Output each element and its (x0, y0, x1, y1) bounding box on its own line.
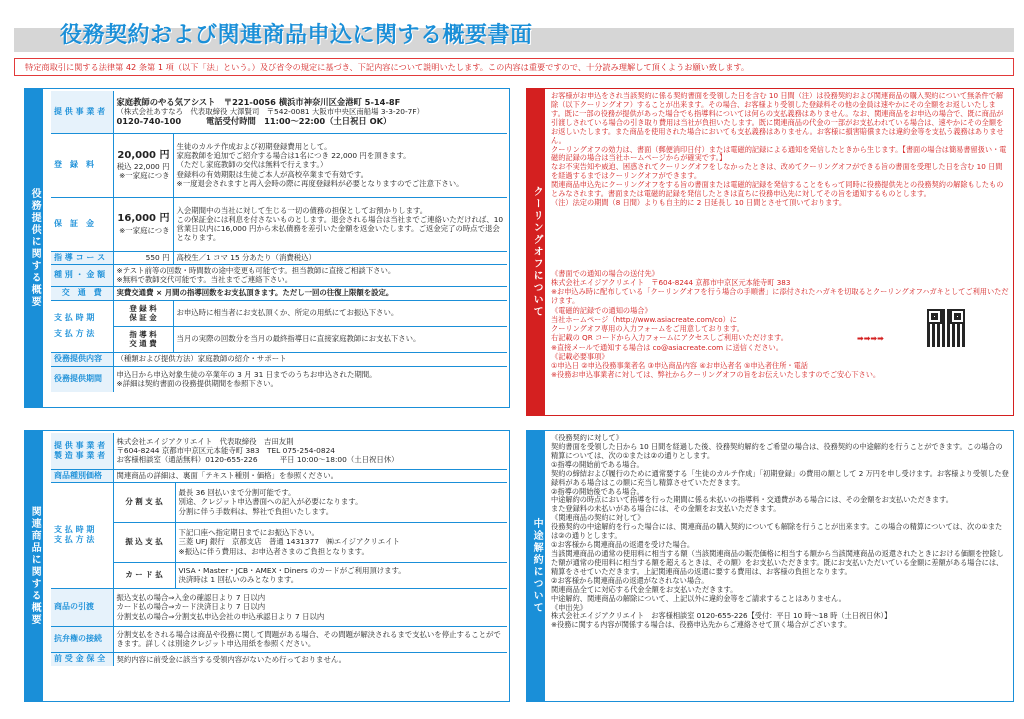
pay-time-label: 支 払 時 期 (54, 313, 95, 323)
pay-method-label: 支 払 方 法 (54, 329, 95, 338)
deposit-unit: ※一家庭につき (119, 225, 170, 235)
card-label: カ ー ド 払 (113, 562, 175, 588)
type-label: 種 別 ・ 金 額 (51, 264, 113, 286)
deposit-label: 保 証 金 (51, 197, 113, 251)
electronic-text: 当社ホームページ（http://www.asiacreate.com/co）に クーリングオフ専用の入力フォームをご用意しております。 右記載の QR コードから入力フォームにアクセスしご利用いただけます。 (551, 315, 788, 342)
cancel-panel (526, 430, 1014, 702)
type-text: ※テスト前等の回数・時間数の途中変更も可能です。担当教師に直接ご相談下さい。 ※無料で教師交代可能です。当社までご連絡下さい。 (113, 264, 507, 286)
delivery-label: 商品の引渡 (51, 588, 113, 626)
sender-title: 《書面での通知の場合の送付先》 (551, 269, 659, 278)
split-text: 最長 36 回払いまで分割可能です。 別途、クレジット申込書面への記入が必要になります。 分割に伴う手数料は、弊社で負担いたします。 (175, 482, 507, 522)
arrows-to-qr: ➡➡➡➡ (857, 334, 884, 343)
goods-table (51, 433, 507, 666)
provider-line-1: 家庭教師のやる気アシスト 〒221-0056 横浜市神奈川区金港町 5-14-8F (116, 97, 401, 108)
content-label: 役務提供内容 (51, 352, 113, 366)
advance-label: 前 受 金 保 全 (51, 652, 113, 666)
split-label: 分 割 支 払 (113, 482, 175, 522)
pay-sub-2: 指 導 料 交 通 費 (113, 326, 173, 352)
registration-text: 生徒のカルテ作成および初期登録費用として。 家庭教師を追加でご紹介する場合は1名につき 22,000 円を頂きます。 （ただし家庭教師の交代は無料で行えます。） 登録料の有効期限は生徒ご本人が高校卒業まで有効です。 ※一度退会されますと再入会時の際に再度登録料が必要となりますのでご注意下さい。 (173, 133, 507, 197)
electronic-title: 《電磁的記録での通知の場合》 (551, 306, 652, 315)
page-title: 役務契約および関連商品申込に関する概要書面 (60, 23, 533, 48)
registration-amount: 20,000 円 (117, 149, 170, 161)
cooling-tab: クーリングオフについて (527, 89, 545, 415)
cooling-panel (526, 88, 1014, 416)
defense-label: 抗弁権の接続 (51, 626, 113, 652)
transfer-label: 振 込 支 払 (113, 522, 175, 562)
service-table (51, 91, 507, 392)
transport-text: 実費交通費 × 月間の指導回数をお支払頂きます。ただし一回の往復上限額を設定。 (113, 286, 507, 300)
deposit-amount: 16,000 円 (117, 213, 170, 225)
pay-text-1: お申込時に相当者にお支払頂くか、所定の用紙にてお振込下さい。 (173, 300, 507, 326)
period-text: 申込日から申込対象生徒の卒業年の 3 月 31 日までのうちお申込された期間。 ※詳細は契約書面の役務提供期間を参照下さい。 (116, 370, 377, 389)
cancel-tab: 中途解約について (527, 431, 545, 701)
email-text: ※直接メールで通知する場合は co@asiacreate.com に送信ください。 (551, 343, 783, 352)
content-text: （種類および提供方法）家庭教師の紹介・サポート (113, 352, 507, 366)
defense-text: 分割支払をされる場合は商品や役務に関して問題がある場合、その問題が解決されるまで支払いを停止することができます。詳しくは別途クレジット申込用紙を参照ください。 (113, 626, 507, 652)
cooling-body: お客様がお申込をされ当該契約に係る契約書面を受領した日を含む 10 日間（注）は役務契約および関連商品の購入契約について無条件で解除（以下クーリングオフ）することが出来ます。その場合、お客様より受領した登録料その他の金員は速やかにその全額をお返しいたします。既に一部の役務が提供があった場合でも指導料については何らの支払義務はありません。なお、関連商品をお申込の場合で、既に商品が引渡しされている場合の引き取り費用は当社が負担いたします。既に関連商品の代金の一部がお支払われている場合は、速やかにその全額をお返しいたします。また商品を使用された場合においても支払義務はありません。お客様に損害賠償または違約金等を支払う義務はありません。 クーリングオフの効力は、書面（郵便消印日付）または電磁的記録による通知を発信したときから生じます。【書面の場合は簡易書留扱い・電磁的記録の場合は当社ホームページからが確実です。】 なお不実告知や威迫、困惑されてクーリングオフをしなかったときは、改めてクーリングオフができる旨の書面を受理した日を含む 10 日間を経過するまではクーリングオフができます。 関連商品申込先にクーリングオフをする旨の書面または電磁的記録を発信することをもって同時に役務提供先との役務契約の解除もしたものとみなされます。書面または電磁的記録を発信したときは直ちに役務申込先に対してその旨を通知するものとします。 （注）法定の期間（8 日間）よりも自主的に 2 日延長し 10 日間とさせて頂いております。 (551, 92, 1007, 208)
service-panel (24, 88, 510, 408)
goods-pay-label: 支 払 時 期 支 払 方 法 (51, 482, 113, 588)
goods-provider-phone: お客様相談室（通話無料）0120-655-226 平日 10:00～18:00（土日祝日休） (116, 455, 399, 465)
goods-type-label: 商品種別価格 (51, 469, 113, 482)
goods-tab: 関連商品に関する概要 (25, 431, 43, 701)
provider-phone: 0120-740-100 電話受付時間 11:00～22:00（土日祝日 OK） (116, 116, 392, 127)
service-tab: 役務提供に関する概要 (25, 89, 43, 407)
goods-provider-line-1: 株式会社エイジアクリエイト 代表取締役 吉田友則 (116, 437, 294, 447)
delivery-text: 振込支払の場合⇒入金の確認日より 7 日以内 カード払の場合⇒カード決済日より 7 日以内 分割支払の場合⇒分割支払申込会社の申込承認日より 7 日以内 (113, 588, 507, 626)
deposit-text: 入会期間中の当社に対して生じる一切の債務の担保としてお預かりします。 この保証金には利息を付さないものとします。退会される場合は当社までご連絡いただければ、10 営業日以内に16,000 円から未払債務を差引いた金額を返金いたします。ご返金完了の時点で退会となります。 (173, 197, 507, 251)
course-label: 指 導 コ ー ス (51, 251, 113, 264)
goods-type-text: 関連商品の詳細は、裏面「テキスト種別・価格」を参照ください。 (113, 469, 507, 482)
legal-notice: 特定商取引に関する法律第 42 条第 1 項（以下「法」という。）及び省令の規定に基づき、下記内容について説明いたします。この内容は重要ですので、十分読み理解して頂くようお願い致します。 (14, 58, 1014, 76)
registration-unit: ※一家庭につき (119, 171, 170, 181)
qr-code-icon[interactable] (927, 309, 965, 347)
pay-text-2: 当月の実際の回数分を当月の最終指導日に直接家庭教師にお支払下さい。 (173, 326, 507, 352)
advance-text: 契約内容に前受金に該当する受領内容がないため行っておりません。 (116, 654, 347, 664)
course-value: 550 円 (113, 251, 173, 264)
registration-label: 登 録 料 (51, 133, 113, 197)
sender-text: 株式会社エイジアクリエイト 〒604-8244 京都市中京区元本能寺町 383 ※お申込み時に配布している「クーリングオフを行う場合の手順書」に添付されたハガキを切取るとクーリングオフハガキとしてご利用いただけます。 (551, 278, 1009, 305)
required-title: 《記載必要事項》 (551, 352, 609, 361)
course-text: 高校生／1 コマ 15 分あたり（消費税込） (173, 251, 507, 264)
goods-provider-label: 提 供 事 業 者 製 造 事 業 者 (51, 433, 113, 469)
goods-panel (24, 430, 510, 702)
transfer-text: 下記口座へ指定期日までにお振込下さい。 三菱 UFJ 銀行 京都支店 普通 1431377 ㈱エイジアクリエイト ※振込に伴う費用は、お申込者さまのご負担となります。 (175, 522, 507, 562)
registration-tax: 税込 22,000 円 (116, 162, 170, 172)
required-text: ①申込日 ②申込役務事業者名 ③申込商品内容 ④お申込者名 ⑤申込者住所・電話 ※役務お申込事業者に対しては、弊社からクーリングオフの旨をお伝えいたしますのでご安心下さい。 (551, 361, 881, 379)
goods-provider-line-2: 〒604-8244 京都市中京区元本能寺町 383 TEL 075-254-0824 (116, 446, 335, 456)
provider-label: 提 供 事 業 者 (51, 91, 113, 133)
transport-label: 交 通 費 (51, 286, 113, 300)
period-label: 役務提供期間 (51, 366, 113, 392)
cancel-body: 《役務契約に対して》 契約書面を受領した日から 10 日間を経過した後、役務契約解約をご希望の場合は、役務契約の中途解約を行うことができます。この場合の精算については、次の①または②の通りとします。 ①指導の開始前である場合。 契約の締結および履行のために通常要する「生徒のカルテ作成」「初期登録」の費用の額として 2 万円を申し受けます。お客様より受領した登録料がある場合はこの額に充当し精算させていただきます。 ②指導の開始後である場合。 中途解約の時点において指導を行った期間に係る未払いの指導料・交通費がある場合には、その金額をお支払いただきます。 また登録料の未払いがある場合には、その金額をお支払いただきます。 《関連商品の契約に対して》 役務契約の中途解約を行った場合には、関連商品の購入契約についても解除を行うことが出来ます。この場合の精算については、次の①または②の通りとします。 ①お客様から関連商品の返還を受けた場合。 当該関連商品の通常の使用料に相当する額（当該関連商品の販売価格に相当する額から当該関連商品の返還されたときにおける価額を控除した額が通常の使用料に相当する額を超えるときは、その額）をお支払いただきます。既にお支払いただいている金額に差額がある場合には、精算をさせていただきます。上記関連商品の返還に要する費用は、お客様の負担となります。 ②お客様から関連商品の返還がなされない場合。 関連商品全てに対応する代金全額をお支払いただきます。 中途解約、関連商品の解除について、上記以外に違約金等をご請求することはありません。 《申出先》 株式会社エイジアクリエイト お客様相談室 0120-655-226【受付：平日 10 時～18 時（土日祝日休）】 ※役務に関する内容が関係する場合は、役務申込先からご連絡させて頂く場合がございます。 (551, 434, 1009, 630)
card-text: VISA・Master・JCB・AMEX・Diners のカードがご利用頂けます。 決済時は 1 回払いのみとなります。 (175, 562, 507, 588)
pay-sub-1: 登 録 料 保 証 金 (113, 300, 173, 326)
provider-line-2: （株式会社あすなろ 代表取締役 大澤賢司 〒542-0081 大阪市中央区南船場 3-3-20-7F） (116, 107, 425, 117)
